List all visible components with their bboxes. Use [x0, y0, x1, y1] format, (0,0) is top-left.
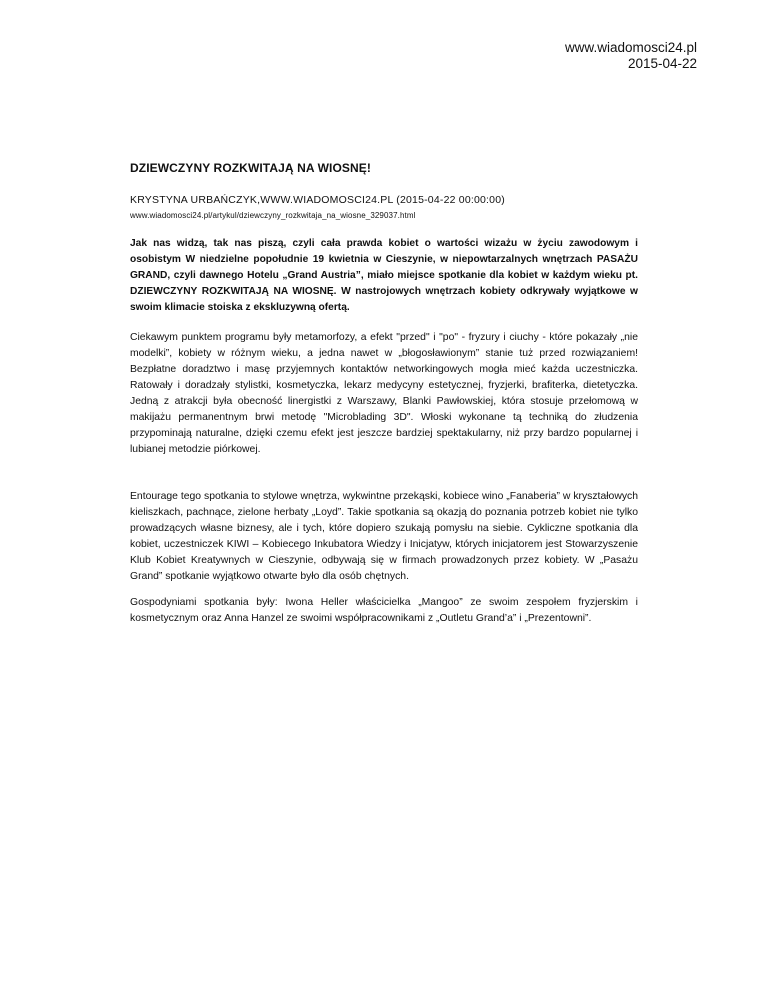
article-title: DZIEWCZYNY ROZKWITAJĄ NA WIOSNĘ! [130, 161, 371, 175]
article-paragraph-2: Entourage tego spotkania to stylowe wnętrza, wykwintne przekąski, kobiece wino „Fanaberia” w kryształowych kieliszkach, pachnące, zielone herbaty „Loyd”. Takie spotkania są okazją do poznania potrzeb kobiet nie tylko prowadzących własne biznesy, ale i tych, które dopiero szukają pomysłu na siebie. Cykliczne spotkania dla kobiet, uczestniczek KIWI – Kobiecego Inkubatora Wiedzy i Inicjatyw, których inicjatorem jest Stowarzyszenie Klub Kobiet Kreatywnych w Cieszynie, odbywają się w firmach prowadzonych przez kobiety. W „Pasażu Grand” spotkanie wyjątkowo otwarte było dla osób chętnych. [130, 491, 638, 582]
site-name: www.wiadomosci24.pl [564, 40, 697, 55]
article [130, 160, 638, 627]
article-paragraph-1: Ciekawym punktem programu były metamorfozy, a efekt "przed" i "po" - fryzury i ciuchy - które pokazały „nie modelki”, kobiety w różnym wieku, a jedna nawet w „błogosławionym” stanie tuż przed rozwiązaniem! Bezpłatne doradztwo i masę przyjemnych kontaktów networkingowych mogła mieć każda uczestniczka. Ratowały i doradzały stylistki, kosmetyczka, lekarz medycyny estetycznej, fryzjerki, brafiterka, dietetyczka. Jedną z atrakcji była obecność linergistki z Warszawy, Blanki Pawłowskiej, która stosuje przełomową w makijażu permanentnym brwi metodę "Microblading 3D". Włoski wykonane tą techniką do złudzenia przypominają naturalne, dzięki czemu efekt jest jeszcze bardziej spektakularny, niż przy bardzo popularnej i lubianej metodzie piórkowej. [130, 332, 638, 455]
article-url: www.wiadomosci24.pl/artykul/dziewczyny_rozkwitaja_na_wiosne_329037.html [130, 211, 416, 220]
article-paragraph-3: Gospodyniami spotkania były: Iwona Heller właścicielka „Mangoo” ze swoim zespołem fryzjerskim i kosmetycznym oraz Anna Hanzel ze swoimi współpracownikami z „Outletu Grand’a” i „Prezentowni”. [130, 597, 638, 624]
page-header [565, 40, 697, 72]
article-lead: Jak nas widzą, tak nas piszą, czyli cała prawda kobiet o wartości wizażu w życiu zawodowym i osobistym W niedzielne popołudnie 19 kwietnia w Cieszynie, w niepowtarzalnych wnętrzach PASAŻU GRAND, czyli dawnego Hotelu „Grand Austria”, miało miejsce spotkanie dla kobiet w każdym wieku pt. DZIEWCZYNY ROZKWITAJĄ NA WIOSNĘ. W nastrojowych wnętrzach kobiety odkrywały wyjątkowe w swoim klimacie stoiska z ekskluzywną ofertą. [130, 238, 638, 313]
article-byline: KRYSTYNA URBAŃCZYK,WWW.WIADOMOSCI24.PL (2015-04-22 00:00:00) [130, 194, 505, 206]
header-date: 2015-04-22 [627, 56, 697, 71]
